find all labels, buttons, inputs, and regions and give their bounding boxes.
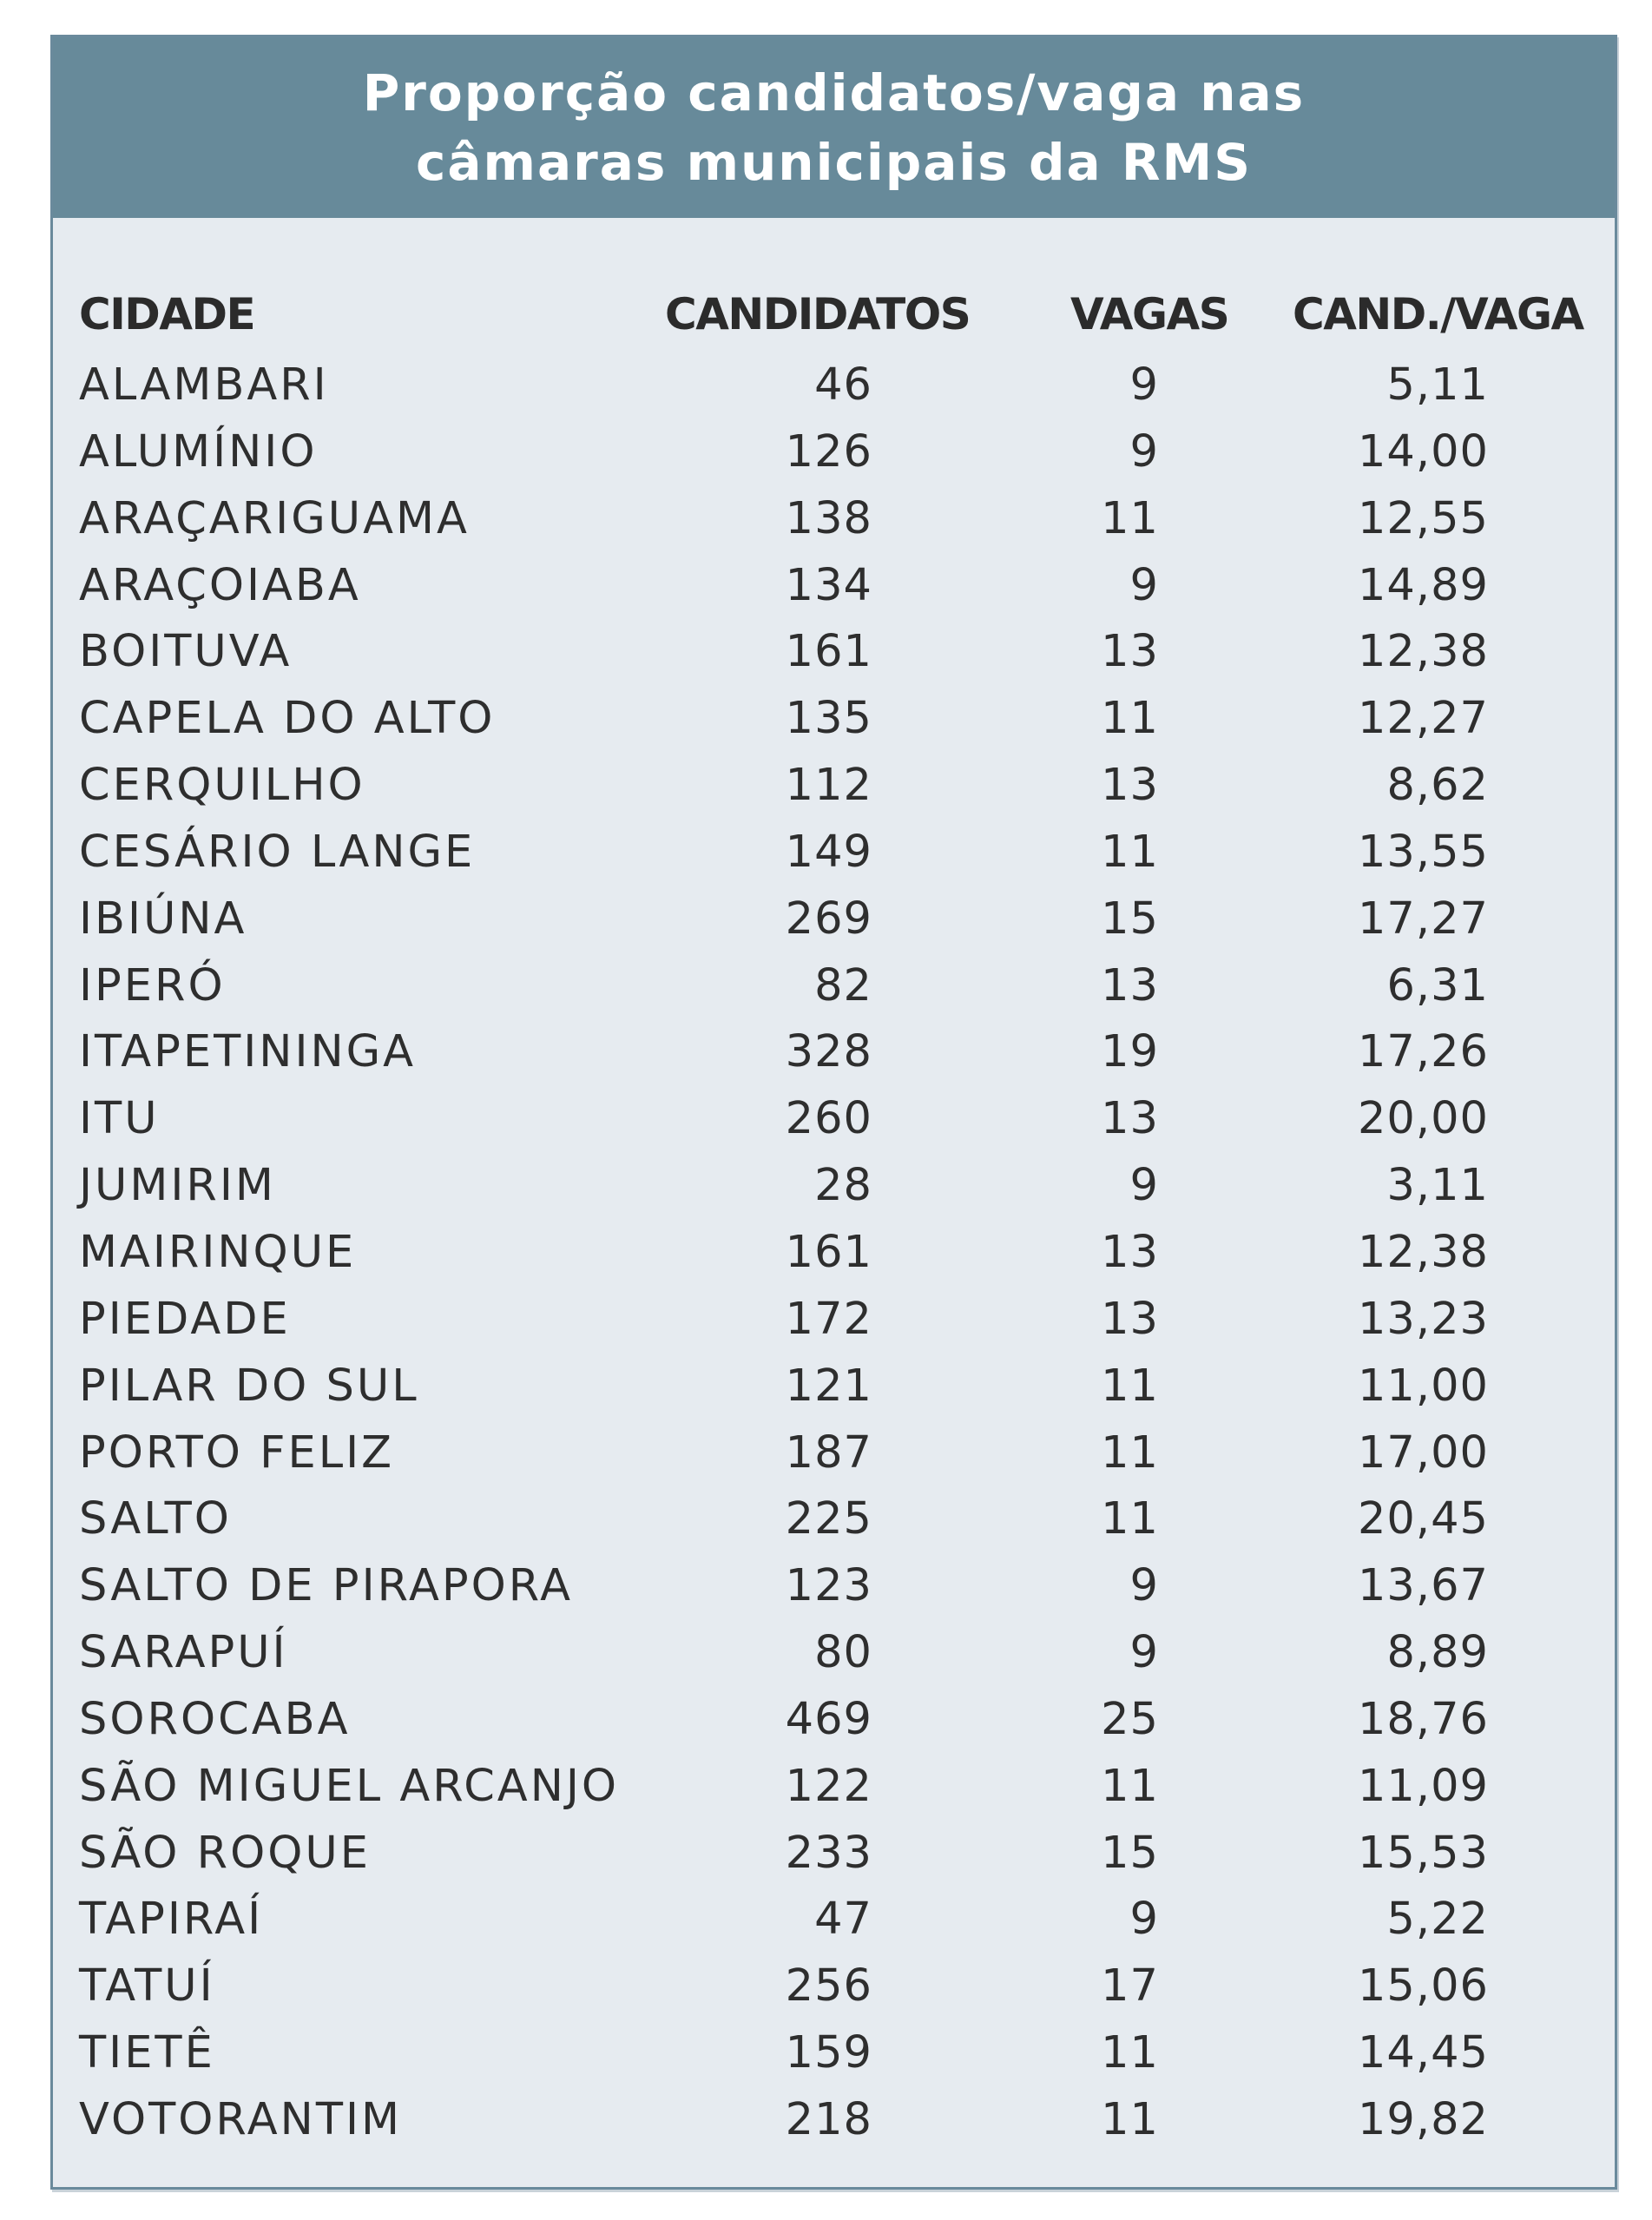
cell-cidade: TAPIRAÍ xyxy=(79,1894,264,1946)
cell-cidade: PIEDADE xyxy=(79,1293,291,1345)
cell-vagas: 11 xyxy=(1101,2093,1159,2145)
cell-candidatos: 112 xyxy=(785,760,872,812)
cell-candidatos: 28 xyxy=(814,1160,872,1212)
table-body xyxy=(53,352,1615,2154)
table-row xyxy=(53,2020,1615,2087)
cell-cand-vaga: 13,67 xyxy=(1357,1560,1489,1612)
cell-cidade: PILAR DO SUL xyxy=(79,1360,419,1412)
cell-cidade: CESÁRIO LANGE xyxy=(79,826,476,878)
cell-vagas: 11 xyxy=(1101,1360,1159,1412)
table-row xyxy=(53,619,1615,686)
cell-candidatos: 159 xyxy=(785,2027,872,2079)
cell-cand-vaga: 14,00 xyxy=(1357,425,1489,478)
cell-candidatos: 233 xyxy=(785,1827,872,1879)
cell-candidatos: 161 xyxy=(785,626,872,678)
cell-vagas: 9 xyxy=(1129,1160,1159,1212)
column-header-candidatos: CANDIDATOS xyxy=(665,289,971,339)
cell-vagas: 15 xyxy=(1101,893,1159,945)
cell-cidade: ARAÇOIABA xyxy=(79,559,361,611)
table-row xyxy=(53,553,1615,620)
cell-cand-vaga: 12,55 xyxy=(1357,492,1489,544)
table-row xyxy=(53,419,1615,486)
cell-cidade: TATUÍ xyxy=(79,1960,215,2012)
cell-cidade: PORTO FELIZ xyxy=(79,1426,395,1479)
table-row xyxy=(53,1287,1615,1354)
cell-cidade: ALAMBARI xyxy=(79,359,329,411)
table-row xyxy=(53,1019,1615,1086)
table-row xyxy=(53,1687,1615,1754)
table-row xyxy=(53,2087,1615,2154)
cell-vagas: 13 xyxy=(1101,1093,1159,1145)
table-row xyxy=(53,1420,1615,1487)
table-row xyxy=(53,1821,1615,1887)
cell-cand-vaga: 13,23 xyxy=(1357,1293,1489,1345)
cell-cand-vaga: 3,11 xyxy=(1386,1160,1489,1212)
cell-candidatos: 161 xyxy=(785,1226,872,1278)
title-line-1: Proporção candidatos/vaga nas xyxy=(362,63,1306,122)
cell-cand-vaga: 11,00 xyxy=(1357,1360,1489,1412)
cell-vagas: 15 xyxy=(1101,1827,1159,1879)
cell-candidatos: 256 xyxy=(785,1960,872,2012)
cell-cidade: TIETÊ xyxy=(79,2027,215,2079)
table-row xyxy=(53,1953,1615,2020)
table-row xyxy=(53,1086,1615,1153)
cell-cidade: SARAPUÍ xyxy=(79,1627,288,1679)
table-row xyxy=(53,1220,1615,1287)
cell-cidade: ARAÇARIGUAMA xyxy=(79,492,470,544)
cell-cand-vaga: 19,82 xyxy=(1357,2093,1489,2145)
cell-cand-vaga: 17,00 xyxy=(1357,1426,1489,1479)
cell-cand-vaga: 15,53 xyxy=(1357,1827,1489,1879)
cell-cidade: CERQUILHO xyxy=(79,760,365,812)
table-row xyxy=(53,953,1615,1020)
cell-vagas: 9 xyxy=(1129,1560,1159,1612)
cell-cand-vaga: 15,06 xyxy=(1357,1960,1489,2012)
cell-cidade: SÃO ROQUE xyxy=(79,1827,371,1879)
table-row xyxy=(53,1887,1615,1953)
cell-vagas: 19 xyxy=(1101,1026,1159,1078)
table-row xyxy=(53,1354,1615,1420)
cell-vagas: 11 xyxy=(1101,693,1159,745)
cell-cidade: ITAPETININGA xyxy=(79,1026,417,1078)
cell-cand-vaga: 17,27 xyxy=(1357,893,1489,945)
cell-cand-vaga: 5,22 xyxy=(1386,1894,1489,1946)
cell-cand-vaga: 20,00 xyxy=(1357,1093,1489,1145)
column-header-vagas: VAGAS xyxy=(1070,289,1229,339)
cell-candidatos: 134 xyxy=(785,559,872,611)
cell-vagas: 13 xyxy=(1101,760,1159,812)
cell-cand-vaga: 14,45 xyxy=(1357,2027,1489,2079)
cell-candidatos: 187 xyxy=(785,1426,872,1479)
table-row xyxy=(53,1153,1615,1220)
cell-cand-vaga: 11,09 xyxy=(1357,1760,1489,1812)
cell-cidade: BOITUVA xyxy=(79,626,293,678)
cell-cand-vaga: 8,89 xyxy=(1386,1627,1489,1679)
table-header xyxy=(53,37,1615,218)
cell-cidade: VOTORANTIM xyxy=(79,2093,403,2145)
cell-candidatos: 123 xyxy=(785,1560,872,1612)
cell-candidatos: 260 xyxy=(785,1093,872,1145)
cell-cidade: IBIÚNA xyxy=(79,893,247,945)
cell-cand-vaga: 13,55 xyxy=(1357,826,1489,878)
cell-vagas: 13 xyxy=(1101,626,1159,678)
cell-vagas: 11 xyxy=(1101,1493,1159,1545)
cell-cidade: MAIRINQUE xyxy=(79,1226,357,1278)
cell-vagas: 25 xyxy=(1101,1693,1159,1745)
cell-candidatos: 80 xyxy=(814,1627,872,1679)
cell-candidatos: 46 xyxy=(814,359,872,411)
cell-candidatos: 121 xyxy=(785,1360,872,1412)
table-row xyxy=(53,686,1615,753)
cell-vagas: 9 xyxy=(1129,425,1159,478)
cell-candidatos: 122 xyxy=(785,1760,872,1812)
cell-cand-vaga: 6,31 xyxy=(1386,959,1489,1011)
cell-candidatos: 218 xyxy=(785,2093,872,2145)
cell-cidade: ALUMÍNIO xyxy=(79,425,318,478)
cell-cand-vaga: 12,38 xyxy=(1357,1226,1489,1278)
cell-candidatos: 47 xyxy=(814,1894,872,1946)
cell-cand-vaga: 12,38 xyxy=(1357,626,1489,678)
cell-cidade: SOROCABA xyxy=(79,1693,351,1745)
cell-vagas: 11 xyxy=(1101,2027,1159,2079)
cell-candidatos: 126 xyxy=(785,425,872,478)
table-row xyxy=(53,486,1615,553)
cell-candidatos: 328 xyxy=(785,1026,872,1078)
cell-vagas: 11 xyxy=(1101,1426,1159,1479)
table-row xyxy=(53,753,1615,820)
cell-candidatos: 149 xyxy=(785,826,872,878)
cell-cand-vaga: 14,89 xyxy=(1357,559,1489,611)
table-row xyxy=(53,1553,1615,1620)
table-card xyxy=(50,35,1617,2190)
cell-vagas: 9 xyxy=(1129,359,1159,411)
cell-cidade: SÃO MIGUEL ARCANJO xyxy=(79,1760,620,1812)
cell-candidatos: 82 xyxy=(814,959,872,1011)
cell-vagas: 13 xyxy=(1101,1293,1159,1345)
cell-cand-vaga: 20,45 xyxy=(1357,1493,1489,1545)
cell-vagas: 11 xyxy=(1101,1760,1159,1812)
cell-cand-vaga: 18,76 xyxy=(1357,1693,1489,1745)
cell-vagas: 13 xyxy=(1101,959,1159,1011)
table-row xyxy=(53,1754,1615,1821)
cell-candidatos: 469 xyxy=(785,1693,872,1745)
cell-candidatos: 269 xyxy=(785,893,872,945)
cell-vagas: 9 xyxy=(1129,1627,1159,1679)
table-row xyxy=(53,1486,1615,1553)
cell-candidatos: 225 xyxy=(785,1493,872,1545)
cell-candidatos: 135 xyxy=(785,693,872,745)
cell-cidade: JUMIRIM xyxy=(79,1160,276,1212)
column-header-cidade: CIDADE xyxy=(79,289,255,339)
cell-cand-vaga: 8,62 xyxy=(1386,760,1489,812)
table-row xyxy=(53,352,1615,419)
table-row xyxy=(53,1620,1615,1687)
cell-cidade: CAPELA DO ALTO xyxy=(79,693,496,745)
cell-vagas: 17 xyxy=(1101,1960,1159,2012)
cell-vagas: 11 xyxy=(1101,492,1159,544)
cell-cidade: SALTO xyxy=(79,1493,232,1545)
column-header-cand-vaga: CAND./VAGA xyxy=(1293,289,1583,339)
cell-cand-vaga: 12,27 xyxy=(1357,693,1489,745)
cell-cand-vaga: 17,26 xyxy=(1357,1026,1489,1078)
cell-candidatos: 172 xyxy=(785,1293,872,1345)
cell-vagas: 9 xyxy=(1129,1894,1159,1946)
cell-vagas: 13 xyxy=(1101,1226,1159,1278)
table-row xyxy=(53,820,1615,886)
cell-cidade: ITU xyxy=(79,1093,160,1145)
title-line-2: câmaras municipais da RMS xyxy=(416,133,1252,192)
cell-vagas: 9 xyxy=(1129,559,1159,611)
cell-cidade: SALTO DE PIRAPORA xyxy=(79,1560,574,1612)
cell-candidatos: 138 xyxy=(785,492,872,544)
column-headers xyxy=(53,289,1615,350)
cell-cidade: IPERÓ xyxy=(79,959,226,1011)
cell-vagas: 11 xyxy=(1101,826,1159,878)
table-row xyxy=(53,886,1615,953)
cell-cand-vaga: 5,11 xyxy=(1386,359,1489,411)
